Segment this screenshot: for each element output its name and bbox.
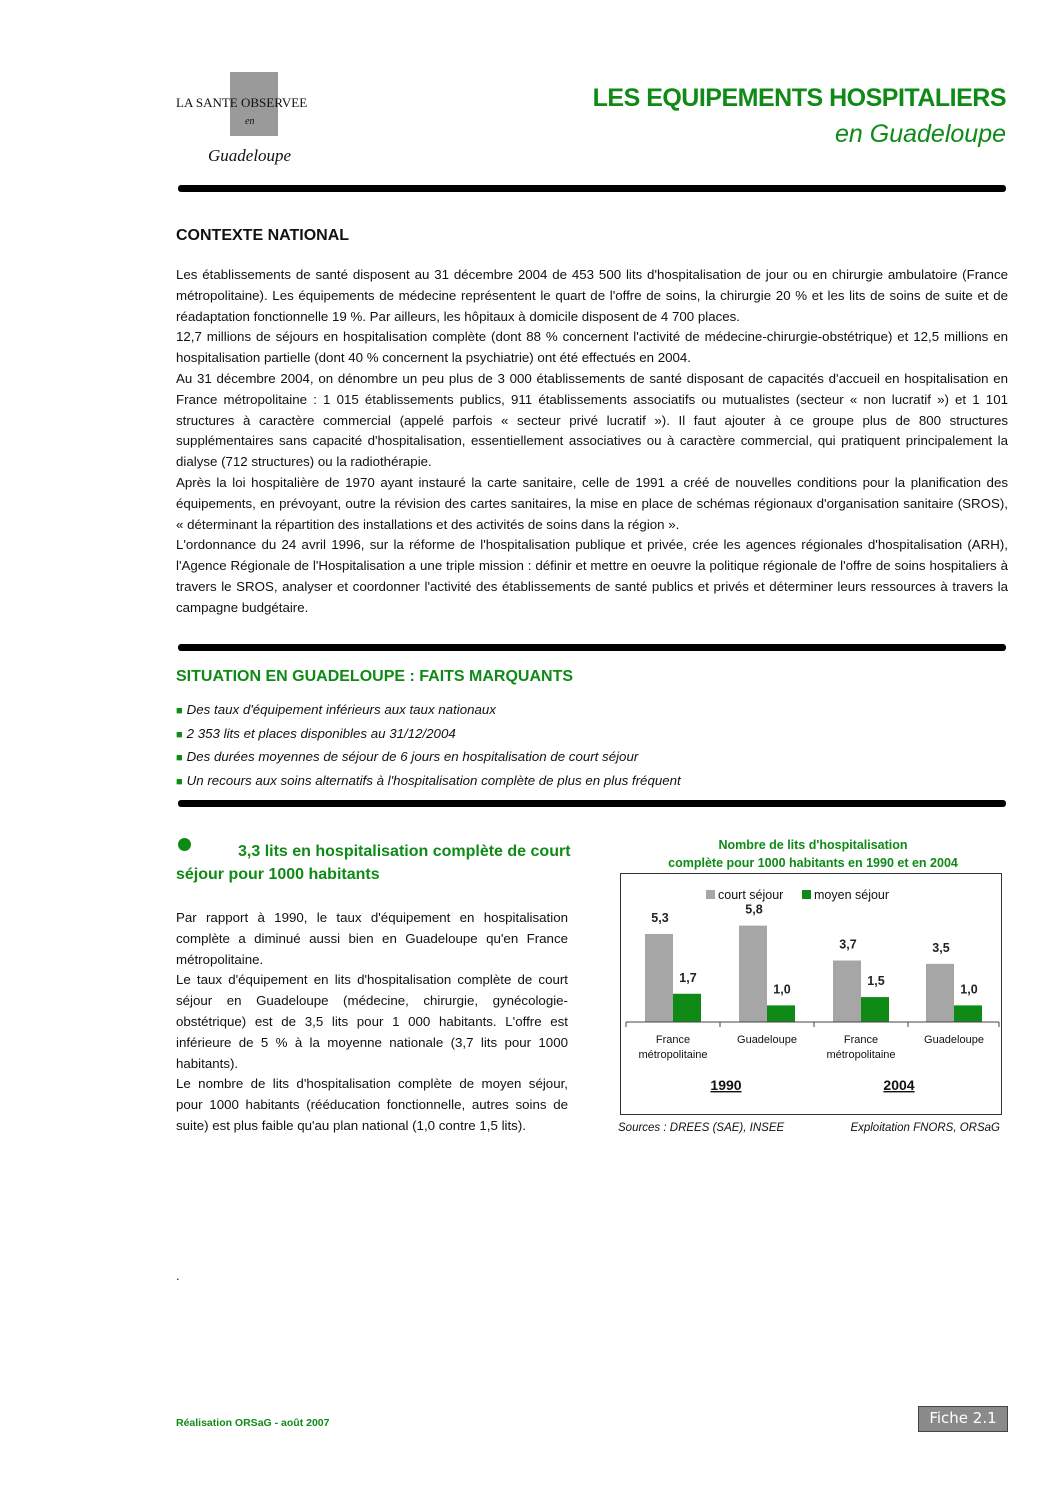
bar-court-sejour: [833, 961, 861, 1022]
list-item: ■ 2 353 lits et places disponibles au 31/12/2004: [176, 725, 456, 741]
divider: [178, 644, 1006, 651]
context-paragraph: L'ordonnance du 24 avril 1996, sur la réforme de l'hospitalisation publique et privée, crée les agences régionales d'hospitalisation (ARH), l'Agence Régionale de l'Hospitalisation a une triple mission : définir et mettre en oeuvre la politique régionale de l'offre de soins hospitaliers à travers le SROS, analyser et coordonner l'activité des établissements de santé publics et privés et déterminer leurs ressources à travers la campagne budgétaire.: [176, 537, 1008, 615]
bar-moyen-sejour: [673, 994, 701, 1022]
bar-court-sejour: [645, 934, 673, 1022]
bar-court-sejour: [739, 926, 767, 1022]
page-subtitle: en Guadeloupe: [835, 120, 1006, 148]
list-item: ■ Des durées moyennes de séjour de 6 jours en hospitalisation de court séjour: [176, 749, 639, 765]
bullet-icon: ■: [176, 775, 183, 788]
context-paragraph: Les établissements de santé disposent au 31 décembre 2004 de 453 500 lits d'hospitalisation de jour ou en chirurgie ambulatoire (France métropolitaine). Les équipements de médecine représentent le quart de l'offre de soins, la chirurgie 20 % et les lits de soins de suite et de réadaptation fonctionnelle 19 %. Par ailleurs, les hôpitaux à domicile disposent de 4 700 places.: [176, 267, 1008, 324]
footer-credit: Réalisation ORSaG - août 2007: [176, 1417, 330, 1429]
subsection-body: [176, 908, 568, 1137]
chart-title-line: Nombre de lits d'hospitalisation: [718, 838, 908, 852]
section-heading-situation: SITUATION EN GUADELOUPE : FAITS MARQUANTS: [176, 668, 574, 685]
category-label: métropolitaine: [826, 1049, 896, 1061]
fiche-badge: Fiche 2.1: [918, 1406, 1008, 1432]
divider: [178, 800, 1006, 807]
subsection-paragraph: Le taux d'équipement en lits d'hospitalisation complète de court séjour en Guadeloupe (médecine, chirurgie, gynécologie-obstétrique) est de 3,5 lits pour 1 000 habitants. L'offre est inférieure de 5 % à la moyenne nationale (3,7 lits pour 1000 habitants).: [176, 972, 568, 1071]
section-heading-contexte: CONTEXTE NATIONAL: [176, 227, 350, 244]
data-label: 3,5: [932, 940, 950, 955]
chart-source: Sources : DREES (SAE), INSEE: [618, 1122, 785, 1134]
context-paragraph: 12,7 millions de séjours en hospitalisation complète (dont 88 % concernent l'activité de médecine-chirurgie-obstétrique) et 12,5 millions en hospitalisation partielle (dont 40 % concernent la psychiatrie) ont été effectués en 2004.: [176, 329, 1008, 366]
chart-frame: [620, 873, 1002, 1115]
context-body: [176, 265, 1008, 619]
logo-text-en: en: [245, 116, 255, 127]
key-facts-list: [176, 699, 876, 793]
bar-moyen-sejour: [954, 1005, 982, 1022]
list-item: ■ Des taux d'équipement inférieurs aux taux nationaux: [176, 702, 496, 717]
data-label: 5,8: [745, 902, 763, 917]
bar-chart: [621, 874, 1001, 1114]
bar-court-sejour: [926, 964, 954, 1022]
list-item: ■ Un recours aux soins alternatifs à l'hospitalisation complète de plus en plus fréquent: [176, 772, 681, 788]
subsection-heading: 3,3 lits en hospitalisation complète de court séjour pour 1000 habitants: [176, 843, 571, 883]
subsection-paragraph: Le nombre de lits d'hospitalisation complète de moyen séjour, pour 1000 habitants (rééducation fonctionnelle, autres soins de suite) est plus faible qu'au plan national (1,0 contre 1,5 lits).: [176, 1076, 568, 1133]
chart-exploitation: Exploitation FNORS, ORSaG: [850, 1122, 1000, 1134]
data-label: 5,3: [651, 910, 669, 925]
data-label: 1,0: [773, 982, 791, 997]
page-title: LES EQUIPEMENTS HOSPITALIERS: [592, 84, 1006, 112]
subsection-paragraph: Par rapport à 1990, le taux d'équipement en hospitalisation complète a diminué aussi bien en Guadeloupe qu'en France métropolitaine.: [176, 910, 568, 967]
divider: [178, 185, 1006, 192]
stray-mark: .: [176, 1268, 180, 1283]
legend-swatch: [802, 890, 811, 899]
category-label: France: [655, 1034, 691, 1046]
context-paragraph: Après la loi hospitalière de 1970 ayant instauré la carte sanitaire, celle de 1991 a créé de nouvelles conditions pour la planification des équipements, en prévoyant, outre la révision des cartes sanitaires, la mise en place de schémas régionaux d'organisation sanitaire (SROS), « déterminant la répartition des installations et des activités de soins dans la région ».: [176, 474, 1008, 532]
chart-title: [618, 836, 1008, 872]
bullet-icon: ■: [176, 705, 183, 717]
bar-moyen-sejour: [767, 1005, 795, 1022]
category-label: Guadeloupe: [924, 1034, 984, 1046]
bullet-icon: ■: [176, 752, 183, 765]
data-label: 1,5: [867, 974, 885, 989]
legend-label: moyen séjour: [814, 888, 890, 902]
category-label: métropolitaine: [638, 1049, 708, 1061]
category-label: Guadeloupe: [737, 1034, 797, 1046]
chart-title-line: complète pour 1000 habitants en 1990 et en 2004: [668, 856, 958, 870]
bar-moyen-sejour: [861, 997, 889, 1022]
category-label: France: [843, 1034, 879, 1046]
logo-text: LA SANTE OBSERVEE: [176, 95, 308, 110]
legend-swatch: [706, 890, 715, 899]
group-label: 1990: [710, 1077, 742, 1093]
bullet-icon: ■: [176, 728, 183, 741]
context-paragraph: Au 31 décembre 2004, on dénombre un peu plus de 3 000 établissements de santé disposant de capacités d'accueil en hospitalisation en France métropolitaine : 1 015 établissements publics, 911 établissements associatifs ou mutualistes (secteur « non lucratif ») et 1 101 structures à caractère commercial (appelé parfois « secteur privé lucratif »). Il faut ajouter à ce groupe plus de 800 structures supplémentaires sans capacité d'hospitalisation, essentiellement associatives ou à caractère commercial, qui pratiquent principalement la dialyse (712 structures) ou la radiothérapie.: [176, 370, 1008, 470]
data-label: 1,7: [679, 970, 697, 985]
logo-text-region: Guadeloupe: [208, 146, 292, 165]
legend-label: court séjour: [718, 888, 784, 902]
data-label: 1,0: [960, 982, 978, 997]
group-label: 2004: [883, 1077, 915, 1093]
data-label: 3,7: [839, 937, 857, 952]
